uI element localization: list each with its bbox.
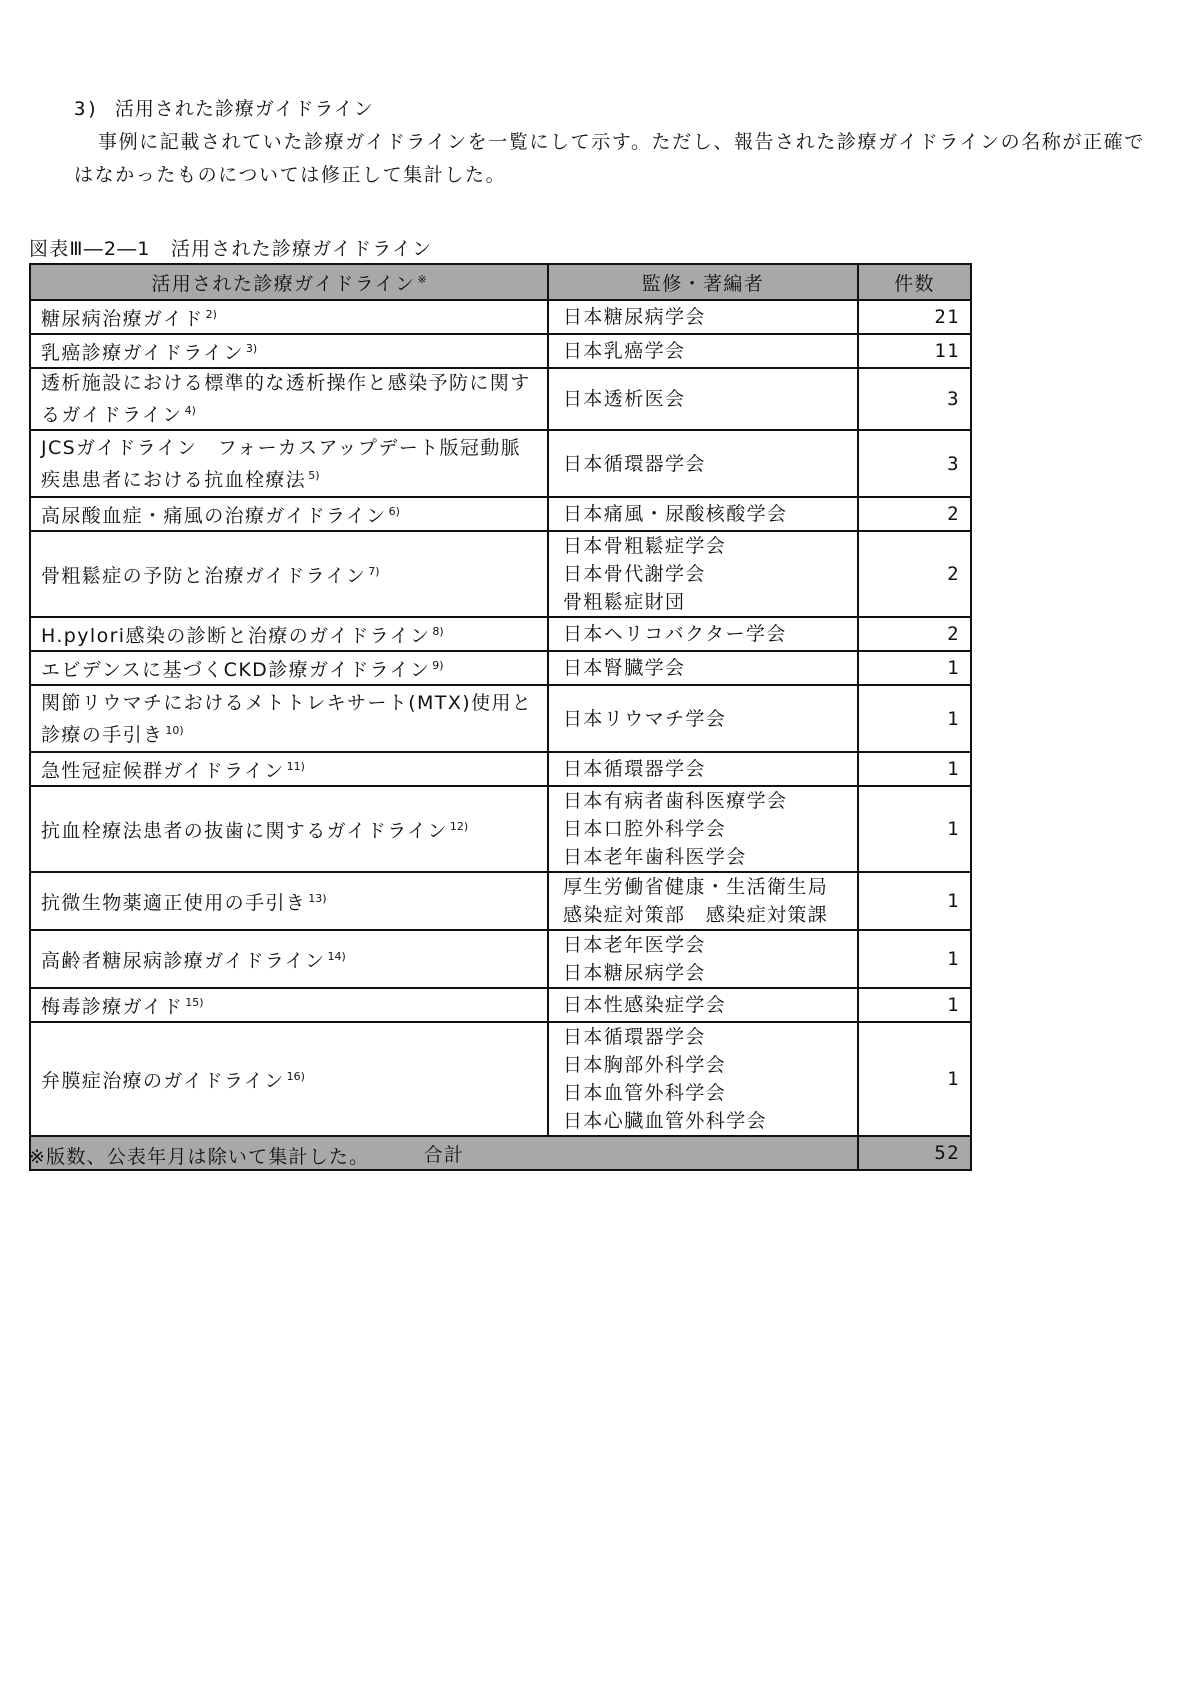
reference-number: 4) (184, 404, 196, 417)
guideline-name-cell (30, 685, 548, 752)
org-cell (548, 930, 858, 988)
count-cell: 11 (858, 334, 971, 368)
total-label: 合計 (30, 1136, 858, 1170)
guideline-name: 高尿酸血症・痛風の治療ガイドライン (41, 505, 387, 527)
reference-number: 2) (205, 308, 217, 321)
reference-number: 14) (327, 950, 346, 963)
reference-number: 9) (432, 659, 444, 672)
org-name: 日本骨粗鬆症学会 (563, 535, 727, 557)
guideline-name-cell (30, 531, 548, 617)
org-cell (548, 497, 858, 531)
org-cell (548, 786, 858, 872)
count-cell: 1 (858, 786, 971, 872)
org-name: 日本胸部外科学会 (563, 1054, 727, 1076)
org-name: 日本透析医会 (563, 388, 686, 410)
org-cell (548, 300, 858, 334)
table-row (30, 786, 971, 872)
guideline-name: 抗血栓療法患者の抜歯に関するガイドライン (41, 820, 448, 842)
header-guideline (30, 264, 548, 300)
org-name: 日本血管外科学会 (563, 1082, 727, 1104)
table-footnote: ※版数、公表年月は除いて集計した。 (29, 1146, 370, 1168)
org-name: 日本糖尿病学会 (563, 962, 706, 984)
table-row (30, 430, 971, 497)
table-row (30, 685, 971, 752)
section-title: 活用された診療ガイドライン (114, 98, 374, 120)
count-cell: 2 (858, 617, 971, 651)
org-name: 日本循環器学会 (563, 1026, 706, 1048)
reference-number: 5) (308, 468, 320, 482)
table-row (30, 368, 971, 430)
guideline-name-cell (30, 988, 548, 1022)
org-name: 日本骨代謝学会 (563, 563, 706, 585)
guideline-name-cell (30, 368, 548, 430)
guideline-name: 梅毒診療ガイド (41, 996, 184, 1018)
guideline-name-cell (30, 430, 548, 497)
guideline-name: エビデンスに基づくCKD診療ガイドライン (41, 659, 431, 681)
table-row (30, 300, 971, 334)
reference-number: 3) (245, 342, 258, 355)
org-name: 日本有病者歯科医療学会 (563, 790, 788, 812)
org-cell (548, 752, 858, 786)
reference-number: 10) (165, 723, 184, 737)
org-cell (548, 617, 858, 651)
org-name: 感染症対策部 感染症対策課 (563, 904, 829, 926)
table-row (30, 930, 971, 988)
org-name: 骨粗鬆症財団 (563, 591, 686, 613)
count-cell: 1 (858, 872, 971, 930)
reference-number: 6) (388, 505, 400, 518)
table-header-row (30, 264, 971, 300)
header-guideline-label: 活用された診療ガイドライン (151, 272, 416, 295)
table-row (30, 531, 971, 617)
reference-number: 11) (286, 760, 305, 773)
org-cell (548, 651, 858, 685)
guideline-name: 高齢者糖尿病診療ガイドライン (41, 950, 326, 972)
org-name: 日本性感染症学会 (563, 994, 727, 1016)
org-cell (548, 988, 858, 1022)
org-name: 厚生労働省健康・生活衛生局 (563, 876, 829, 898)
guideline-name-cell (30, 1022, 548, 1136)
org-name: 日本乳癌学会 (563, 340, 686, 362)
table-body (30, 300, 971, 1136)
guideline-name: 抗微生物薬適正使用の手引き (41, 892, 307, 914)
guidelines-table (29, 263, 972, 1171)
guideline-name-cell (30, 872, 548, 930)
count-cell: 1 (858, 651, 971, 685)
count-cell: 1 (858, 685, 971, 752)
reference-number: 16) (286, 1070, 305, 1083)
table-row (30, 1022, 971, 1136)
guideline-name: 乳癌診療ガイドライン (41, 342, 244, 364)
reference-number: 7) (368, 565, 380, 578)
guideline-name-cell (30, 786, 548, 872)
org-name: 日本リウマチ学会 (563, 707, 727, 730)
org-name: 日本糖尿病学会 (563, 306, 706, 328)
table-row (30, 334, 971, 368)
guideline-name-cell (30, 930, 548, 988)
org-cell (548, 1022, 858, 1136)
header-org: 監修・著編者 (548, 264, 858, 300)
count-cell: 1 (858, 752, 971, 786)
org-cell (548, 872, 858, 930)
count-cell: 21 (858, 300, 971, 334)
section-heading (74, 94, 374, 121)
reference-number: 8) (432, 625, 444, 638)
guideline-name: 急性冠症候群ガイドライン (41, 760, 285, 782)
reference-number: 12) (449, 820, 469, 833)
reference-number: 15) (185, 996, 204, 1009)
table-row (30, 872, 971, 930)
org-name: 日本循環器学会 (563, 758, 706, 780)
count-cell: 1 (858, 988, 971, 1022)
guideline-name: 糖尿病治療ガイド (41, 308, 204, 330)
org-name: 日本ヘリコバクター学会 (563, 623, 787, 645)
table-row (30, 988, 971, 1022)
section-number: 3) (74, 98, 99, 120)
org-name: 日本痛風・尿酸核酸学会 (563, 503, 788, 525)
org-cell (548, 531, 858, 617)
count-cell: 2 (858, 497, 971, 531)
guideline-name-cell (30, 752, 548, 786)
header-count: 件数 (858, 264, 971, 300)
org-name: 日本老年医学会 (563, 934, 706, 956)
guideline-name: H.pylori感染の診断と治療のガイドライン (41, 625, 431, 647)
guideline-name-cell (30, 497, 548, 531)
org-name: 日本腎臓学会 (563, 657, 686, 679)
table-row (30, 617, 971, 651)
guideline-name: 骨粗鬆症の予防と治療ガイドライン (41, 565, 367, 587)
org-name: 日本口腔外科学会 (563, 818, 727, 840)
guideline-name-cell (30, 617, 548, 651)
guideline-name-cell (30, 651, 548, 685)
org-cell (548, 334, 858, 368)
header-note-mark: ※ (417, 272, 427, 286)
guideline-name: 関節リウマチにおけるメトトレキサート(MTX)使用と診療の手引き (41, 691, 533, 746)
count-cell: 2 (858, 531, 971, 617)
org-cell (548, 430, 858, 497)
figure-caption: 図表Ⅲ―2―1 活用された診療ガイドライン (29, 238, 433, 260)
table-row (30, 752, 971, 786)
guideline-name-cell (30, 300, 548, 334)
guideline-name: 透析施設における標準的な透析操作と感染予防に関するガイドライン (41, 372, 531, 426)
guideline-name: JCSガイドライン フォーカスアップデート版冠動脈疾患患者における抗血栓療法 (41, 436, 522, 491)
org-name: 日本心臓血管外科学会 (563, 1110, 768, 1132)
guideline-name: 弁膜症治療のガイドライン (41, 1070, 285, 1092)
count-cell: 3 (858, 368, 971, 430)
section-paragraph: 事例に記載されていた診療ガイドラインを一覧にして示す。ただし、報告された診療ガイドラインの名称が正確ではなかったものについては修正して集計した。 (74, 131, 1145, 186)
org-name: 日本循環器学会 (563, 452, 706, 475)
table-row (30, 651, 971, 685)
org-name: 日本老年歯科医学会 (563, 846, 747, 868)
guideline-name-cell (30, 334, 548, 368)
total-count: 52 (858, 1136, 971, 1170)
count-cell: 1 (858, 930, 971, 988)
count-cell: 3 (858, 430, 971, 497)
org-cell (548, 368, 858, 430)
reference-number: 13) (308, 892, 327, 905)
org-cell (548, 685, 858, 752)
count-cell: 1 (858, 1022, 971, 1136)
table-row (30, 497, 971, 531)
